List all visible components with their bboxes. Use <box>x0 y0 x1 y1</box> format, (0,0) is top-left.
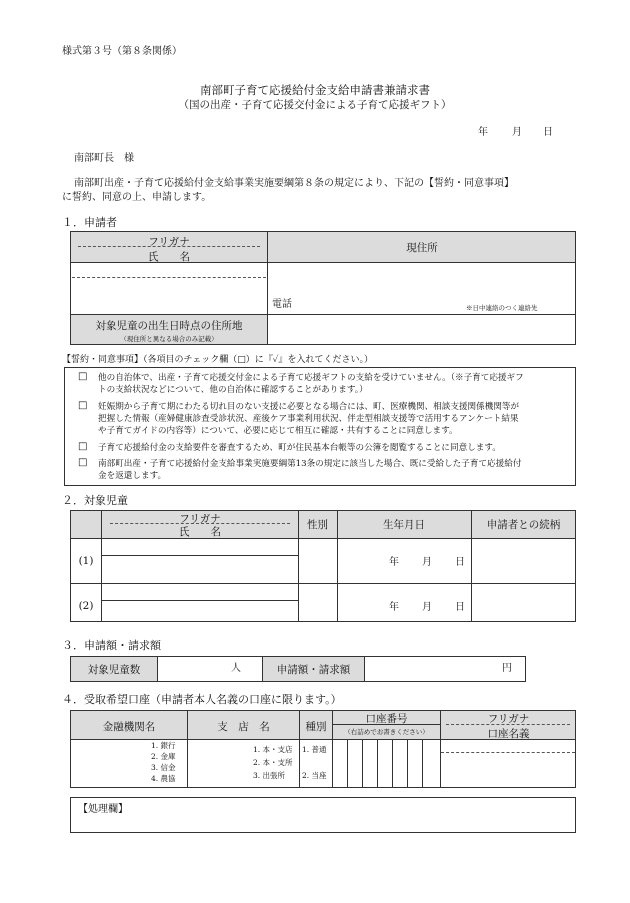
child-name-label: 氏 名 <box>179 526 221 538</box>
agreement-item-2-line-1: 妊娠期から子育て期にわたる切れ目のない支援に必要となる場合には、町、医療機関、相談支援関係機関等が <box>98 402 520 412</box>
birth-address-label: 対象児童の出生日時点の住所地 <box>95 320 243 332</box>
child-1-year-label: 年 <box>389 557 399 568</box>
child-row-1-number: (1) <box>78 555 94 567</box>
processing-label: 【処理欄】 <box>78 804 128 815</box>
bank-option-4[interactable]: 4. 農協 <box>151 774 176 783</box>
account-type-label: 種別 <box>305 721 327 733</box>
date-year-label: 年 <box>478 127 488 138</box>
child-1-month-label: 月 <box>422 557 432 568</box>
form-number: 様式第３号（第８条関係） <box>62 46 182 57</box>
agreement-checkbox-1[interactable]: □ <box>78 371 88 382</box>
branch-option-2[interactable]: 2. 本・支所 <box>253 758 293 767</box>
child-gender-label: 性別 <box>307 519 328 531</box>
agreement-item-4-line-1: 南部町出産・子育て応援給付金支給事業実施要綱第13条の規定に該当した場合、既に受給した子育て応援給付 <box>98 459 522 469</box>
bank-option-1[interactable]: 1. 銀行 <box>151 741 176 750</box>
children-count-field[interactable] <box>158 657 262 681</box>
applicant-name-label: 氏 名 <box>148 251 190 263</box>
agreement-item-2-line-3: や子育てガイドの内容等）について、必要に応じて相互に確認・共有することに同意します。 <box>98 426 458 436</box>
birth-address-field[interactable] <box>268 315 575 344</box>
account-holder-field[interactable] <box>441 740 575 787</box>
phone-note: ※日中連絡のつく連絡先 <box>466 304 538 312</box>
agreement-item-1-line-1: 他の自治体で、出産・子育て応援交付金による子育て応援ギフトの支給を受けていません。（※子育て応援ギフ <box>98 373 524 383</box>
addressee: 南部町長 様 <box>74 153 134 164</box>
type-option-1[interactable]: 1. 普通 <box>302 745 327 754</box>
child-1-day-label: 日 <box>455 557 465 568</box>
amount-label: 申請額・請求額 <box>276 664 351 676</box>
child-2-year-label: 年 <box>389 602 399 613</box>
child-2-gender-field[interactable] <box>299 584 337 621</box>
agreement-heading: 【誓約・同意事項】（各項目のチェック欄（□）に『✓』を入れてください。） <box>62 355 374 365</box>
agreement-checkbox-2[interactable]: □ <box>78 400 88 411</box>
child-2-name-field[interactable] <box>102 601 298 621</box>
section-3-heading: ３．申請額・請求額 <box>62 639 161 652</box>
agreement-item-2-line-2: 把握した情報（産婦健康診査受診状況、産後ケア事業利用状況、伴走型相談支援等で活用するアンケート結果 <box>98 414 519 424</box>
child-1-relation-field[interactable] <box>472 539 575 583</box>
child-1-gender-field[interactable] <box>299 539 337 583</box>
applicant-name-field[interactable] <box>72 279 266 313</box>
child-1-name-field[interactable] <box>102 556 298 583</box>
account-furigana-label: フリガナ <box>487 713 530 725</box>
agreement-checkbox-3[interactable]: □ <box>78 441 88 452</box>
applicant-address-label: 現住所 <box>406 242 438 254</box>
bank-option-2[interactable]: 2. 金庫 <box>151 752 176 761</box>
type-option-2[interactable]: 2. 当座 <box>302 771 327 780</box>
unit-person: 人 <box>231 663 241 674</box>
date-day-label: 日 <box>543 127 553 138</box>
section-2-heading: ２．対象児童 <box>62 494 128 507</box>
date-month-label: 月 <box>512 127 522 138</box>
child-birthdate-label: 生年月日 <box>383 519 425 531</box>
form-subtitle: （国の出産・子育て応援交付金による子育て応援ギフト） <box>178 99 452 111</box>
phone-label: 電話 <box>272 299 292 310</box>
child-relation-label: 申請者との続柄 <box>486 519 561 531</box>
child-2-month-label: 月 <box>422 602 432 613</box>
child-furigana-label: フリガナ <box>179 513 221 525</box>
intro-line-1: 南部町出産・子育て応援給付金支給事業実施要綱第８条の規定により、下記の【誓約・同意事項】 <box>74 178 514 189</box>
intro-line-2: に誓約、同意の上、申請します。 <box>62 192 212 203</box>
account-number-note: （右詰めでお書きください） <box>344 728 429 736</box>
section-1-heading: １．申請者 <box>62 216 117 229</box>
applicant-furigana-label: フリガナ <box>148 236 190 248</box>
account-holder-label: 口座名義 <box>487 728 530 740</box>
child-2-relation-field[interactable] <box>472 584 575 621</box>
branch-option-1[interactable]: 1. 本・支店 <box>253 745 293 754</box>
child-2-day-label: 日 <box>455 602 465 613</box>
agreement-item-3-line-1: 子育て応援給付金の支給要件を審査するため、町が住民基本台帳等の公簿を閲覧することに同意します。 <box>98 443 501 453</box>
amount-field[interactable] <box>365 657 525 681</box>
section-4-heading: ４．受取希望口座（申請者本人名義の口座に限ります。） <box>62 693 342 706</box>
processing-box <box>70 797 576 833</box>
bank-option-3[interactable]: 3. 信金 <box>151 763 176 772</box>
branch-name-label: 支 店 名 <box>217 721 270 733</box>
account-number-label: 口座番号 <box>365 713 408 725</box>
agreement-item-1-line-2: トの支給状況などについて、他の自治体に確認することがあります。） <box>98 385 368 395</box>
children-count-label: 対象児童数 <box>87 664 141 676</box>
account-number-field[interactable] <box>333 740 440 787</box>
form-title: 南部町子育て応援給付金支給申請書兼請求書 <box>200 83 430 97</box>
birth-address-note: （現住所と異なる場合のみ記載） <box>120 335 218 343</box>
branch-option-3[interactable]: 3. 出張所 <box>253 771 286 780</box>
unit-yen: 円 <box>502 663 512 674</box>
agreement-checkbox-4[interactable]: □ <box>78 457 88 468</box>
child-row-2-number: (2) <box>78 600 94 612</box>
agreement-item-4-line-2: 金を返還します。 <box>98 471 167 481</box>
bank-name-label: 金融機関名 <box>102 721 156 733</box>
